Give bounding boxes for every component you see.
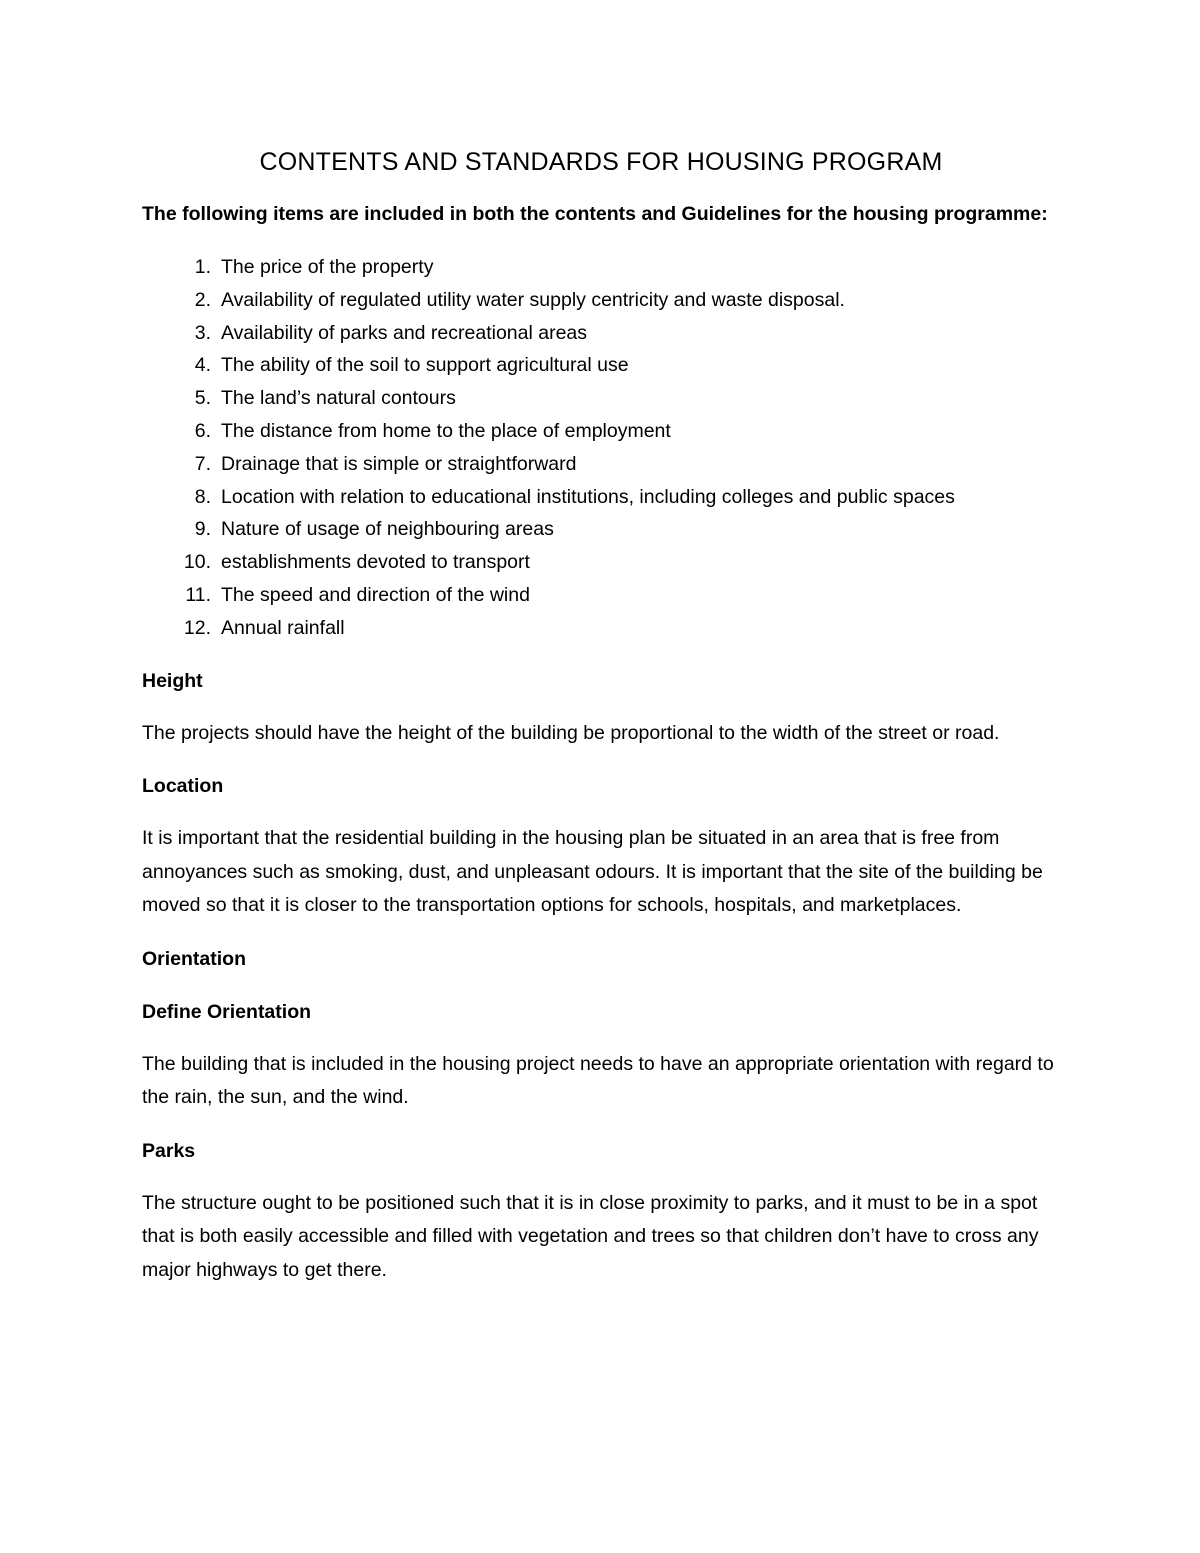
list-item-text: The distance from home to the place of employment bbox=[221, 419, 671, 442]
list-item-number: 5. bbox=[194, 387, 211, 410]
list-item bbox=[142, 481, 1060, 514]
list-item bbox=[142, 251, 1060, 284]
list-item-text: The land’s natural contours bbox=[221, 387, 456, 410]
list-item-number: 6. bbox=[194, 419, 211, 442]
list-item-number: 9. bbox=[194, 518, 211, 541]
section-body-location: It is important that the residential building in the housing plan be situated in an area that is free from annoyances such as smoking, dust, and unpleasant odours. It is important that the site of the building be moved so that it is closer to the transportation options for schools, hospitals, and marketplaces. bbox=[142, 827, 1043, 917]
list-item-number: 8. bbox=[194, 485, 211, 508]
standards-list bbox=[142, 251, 1060, 645]
section-orientation bbox=[142, 943, 1060, 1115]
list-item bbox=[142, 546, 1060, 579]
section-parks bbox=[142, 1135, 1060, 1288]
list-item bbox=[142, 579, 1060, 612]
list-item bbox=[142, 349, 1060, 382]
section-body-parks: The structure ought to be positioned such that it is in close proximity to parks, and it must to be in a spot that is both easily accessible and filled with vegetation and trees so that children don’t have to cross any major highways to get there. bbox=[142, 1191, 1039, 1281]
list-item-text: The price of the property bbox=[221, 256, 434, 278]
list-item-number: 1. bbox=[194, 256, 211, 278]
document-title: CONTENTS AND STANDARDS FOR HOUSING PROGRAM bbox=[259, 148, 943, 176]
list-item bbox=[142, 513, 1060, 546]
section-heading-parks: Parks bbox=[142, 1139, 196, 1162]
list-item-number: 10. bbox=[183, 551, 211, 574]
list-item bbox=[142, 317, 1060, 350]
list-item bbox=[142, 612, 1060, 645]
list-item bbox=[142, 284, 1060, 317]
list-item-text: Availability of regulated utility water supply centricity and waste disposal. bbox=[221, 288, 845, 311]
section-height bbox=[142, 665, 1060, 751]
list-item bbox=[142, 448, 1060, 481]
list-item-text: Location with relation to educational institutions, including colleges and public spaces bbox=[221, 485, 955, 508]
section-body-height: The projects should have the height of the building be proportional to the width of the street or road. bbox=[142, 721, 1000, 744]
list-item-text: The speed and direction of the wind bbox=[221, 583, 530, 606]
section-location bbox=[142, 770, 1060, 923]
list-item-number: 2. bbox=[194, 288, 211, 311]
list-item-text: Availability of parks and recreational areas bbox=[221, 321, 588, 344]
section-heading-location: Location bbox=[142, 775, 224, 798]
section-heading-orientation: Orientation bbox=[142, 947, 247, 970]
list-item-number: 11. bbox=[185, 583, 211, 606]
list-item bbox=[142, 415, 1060, 448]
section-subheading-define-orientation: Define Orientation bbox=[142, 1000, 312, 1023]
list-item-number: 12. bbox=[183, 616, 211, 639]
document-body bbox=[142, 144, 1060, 1287]
list-item-number: 7. bbox=[194, 452, 211, 475]
section-heading-height: Height bbox=[142, 669, 203, 692]
list-item-text: The ability of the soil to support agricultural use bbox=[221, 354, 629, 377]
intro-paragraph: The following items are included in both the contents and Guidelines for the housing programme: bbox=[142, 203, 1048, 225]
list-item-number: 3. bbox=[194, 321, 211, 344]
list-item bbox=[142, 382, 1060, 415]
list-item-number: 4. bbox=[194, 354, 211, 377]
list-item-text: Drainage that is simple or straightforward bbox=[221, 452, 577, 475]
list-item-text: Annual rainfall bbox=[221, 616, 345, 639]
list-item-text: Nature of usage of neighbouring areas bbox=[221, 518, 554, 541]
section-body-orientation: The building that is included in the housing project needs to have an appropriate orientation with regard to the rain, the sun, and the wind. bbox=[142, 1052, 1054, 1109]
list-item-text: establishments devoted to transport bbox=[221, 551, 530, 574]
